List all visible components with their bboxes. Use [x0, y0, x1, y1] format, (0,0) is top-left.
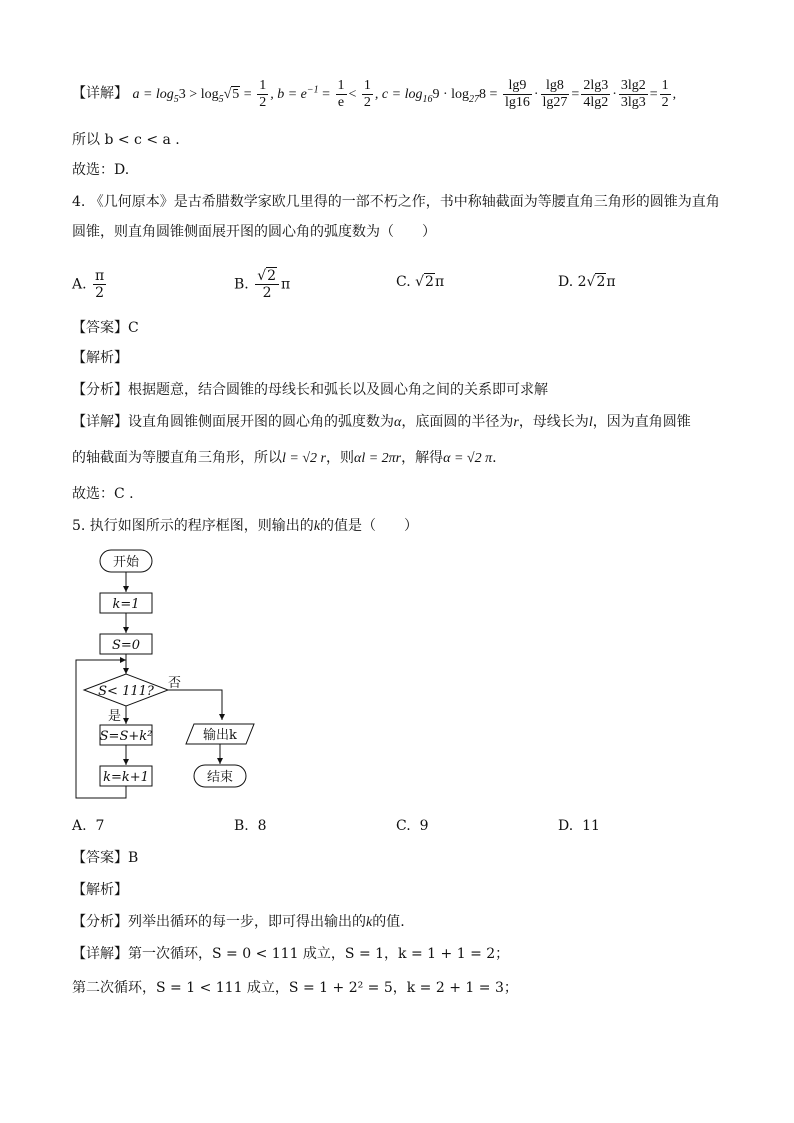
flow-update-s-label: S=S+k²: [99, 729, 153, 744]
q4-answer: 【答案】C: [72, 320, 139, 336]
q4-detail-line1: 【详解】设直角圆锥侧面展开图的圆心角的弧度数为α，底面圆的半径为r，母线长为l，因为直角圆锥: [72, 414, 691, 430]
flow-update-k-label: k=k+1: [103, 770, 149, 785]
q3-detail-formula: $a = \log_53 > \log_5√5$ = $\frac{1}{2}$ , $b = e^{-1}$ = $\frac{1}{e}$ < $\frac{1}{2}$ , $c = \log_{16}9 \cdot \log_{27}8$ = $\frac{\lg 9}{\lg 16}$ · $\frac{\lg 8}{\lg 27}$ = $\frac{2\lg 3}{4\lg 2}$ · $\frac{3\lg 2}{3\lg 3}$ = $\frac{1}{2}$ ,: [132, 78, 677, 110]
q3-conclusion: 所以 b < c < a .: [72, 132, 180, 148]
q4-final: 故选：C .: [72, 486, 134, 502]
q4-option-d[interactable]: D. 2√2π: [558, 274, 616, 290]
q4-analysis: 【分析】根据题意，结合圆锥的母线长和弧长以及圆心角之间的关系即可求解: [72, 382, 548, 398]
flow-init-k-label: k=1: [112, 597, 140, 612]
flow-end-label: 结束: [206, 770, 234, 785]
q5-analysis-tag: 【解析】: [72, 882, 128, 898]
q4-answer-value: C: [128, 320, 139, 336]
q5-analysis: 【分析】列举出循环的每一步，即可得出输出的k的值.: [72, 914, 405, 930]
flow-start-label: 开始: [112, 555, 140, 570]
q4-stem-line2: 圆锥，则直角圆锥侧面展开图的圆心角的弧度数为（ ）: [72, 224, 436, 240]
q5-stem: 5. 执行如图所示的程序框图，则输出的k的值是（ ）: [72, 518, 419, 534]
q4-option-b[interactable]: B. $\frac{√2}{2}$ π: [234, 268, 291, 301]
q5-option-d[interactable]: D. 11: [558, 818, 600, 834]
q4-option-a[interactable]: A. $\frac{\pi}{2}$: [72, 268, 105, 301]
q3-answer: 故选：D.: [72, 162, 130, 178]
q5-answer-value: B: [128, 850, 139, 866]
q5-detail-step1: 【详解】第一次循环，S = 0 < 111 成立，S = 1，k = 1 + 1 = 2；: [72, 946, 510, 962]
flow-output-label: 输出k: [203, 728, 237, 743]
flow-init-s-label: S=0: [111, 638, 141, 653]
q5-option-b[interactable]: B. 8: [234, 818, 267, 834]
q4-analysis-tag: 【解析】: [72, 350, 128, 366]
flow-decision-label: S< 111?: [98, 684, 154, 699]
q5-answer: 【答案】B: [72, 850, 139, 866]
q5-detail-step2: 第二次循环，S = 1 < 111 成立，S = 1 + 2² = 5，k = 2 + 1 = 3；: [72, 980, 518, 996]
q5-options: [72, 816, 722, 838]
q5-option-c[interactable]: C. 9: [396, 818, 429, 834]
q4-stem-line1: 4. 《几何原本》是古希腊数学家欧几里得的一部不朽之作，书中称轴截面为等腰直角三角形的圆锥为直角: [72, 194, 720, 210]
q5-option-a[interactable]: A. 7: [72, 818, 105, 834]
q3-detail-tag: 【详解】: [72, 85, 128, 102]
q4-detail-line2: 的轴截面为等腰直角三角形，所以l = √2 r，则αl = 2πr，解得α = √2 π.: [72, 450, 497, 466]
flow-no-label: 否: [168, 676, 182, 691]
flow-yes-label: 是: [108, 709, 122, 724]
q4-option-c[interactable]: C. √2π: [396, 274, 445, 290]
